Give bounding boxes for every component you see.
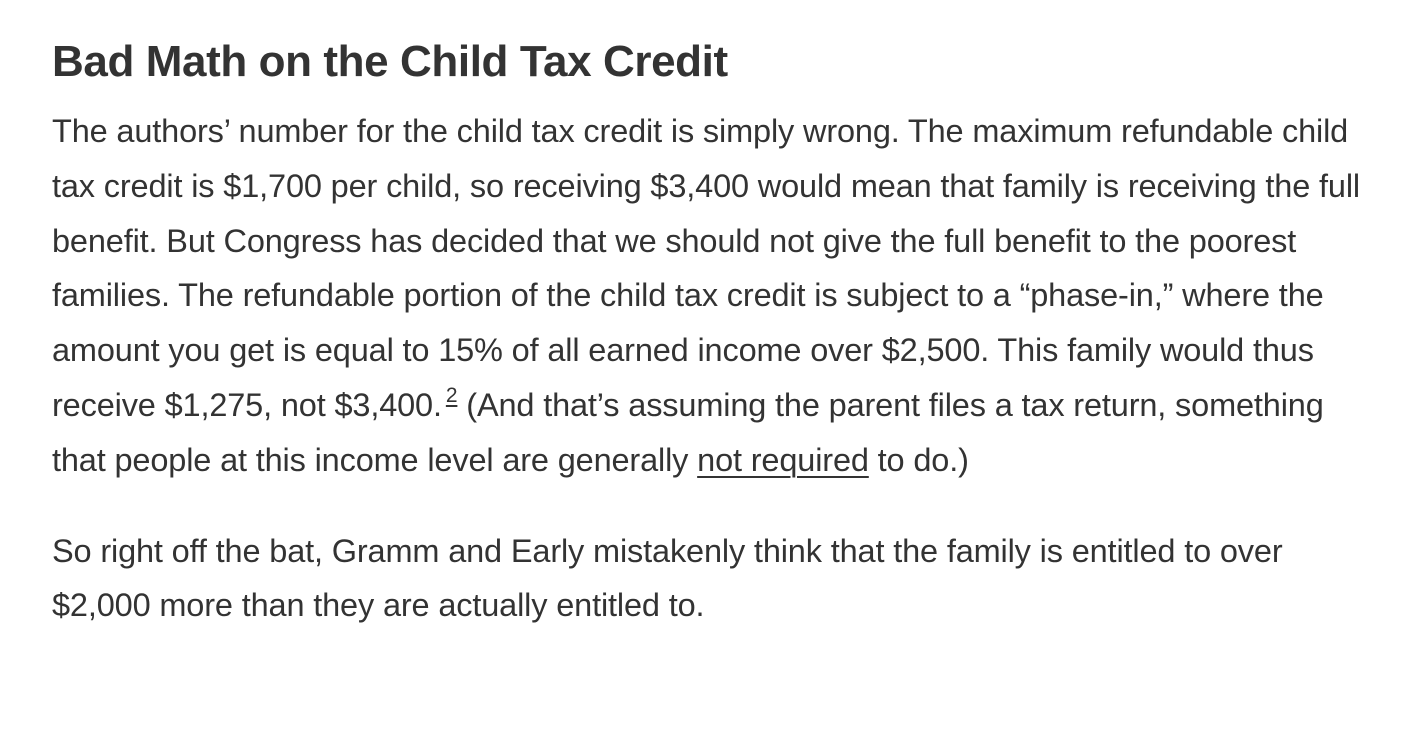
paragraph-child-tax-credit — [52, 104, 1362, 488]
paragraph-text-aside: (And that’s assuming the parent files a tax return, something that people at this income level are generally — [52, 386, 1324, 478]
footnote-ref[interactable] — [446, 384, 458, 407]
section-heading: Bad Math on the Child Tax Credit — [52, 37, 728, 86]
paragraph-conclusion: So right off the bat, Gramm and Early mistakenly think that the family is entitled to over $2,000 more than they are actually entitled to. — [52, 532, 1283, 624]
paragraph-text-intro: The authors’ number for the child tax credit is simply wrong. The maximum refundable child tax credit is $1,700 per child, so receiving $3,400 would mean that family is receiving the full benefit. But Congress has decided that we should not give the full benefit to the poorest families. The refundable portion of the child tax credit is subject to a “phase-in,” where the amount you get is equal to 15% of all earned income over $2,500. This family would thus receive $1,275, not $3,400. — [52, 113, 1360, 423]
paragraph-text-end: to do.) — [868, 441, 969, 478]
not-required-link[interactable]: not required — [697, 441, 869, 478]
footnote-link[interactable]: 2 — [445, 383, 458, 407]
